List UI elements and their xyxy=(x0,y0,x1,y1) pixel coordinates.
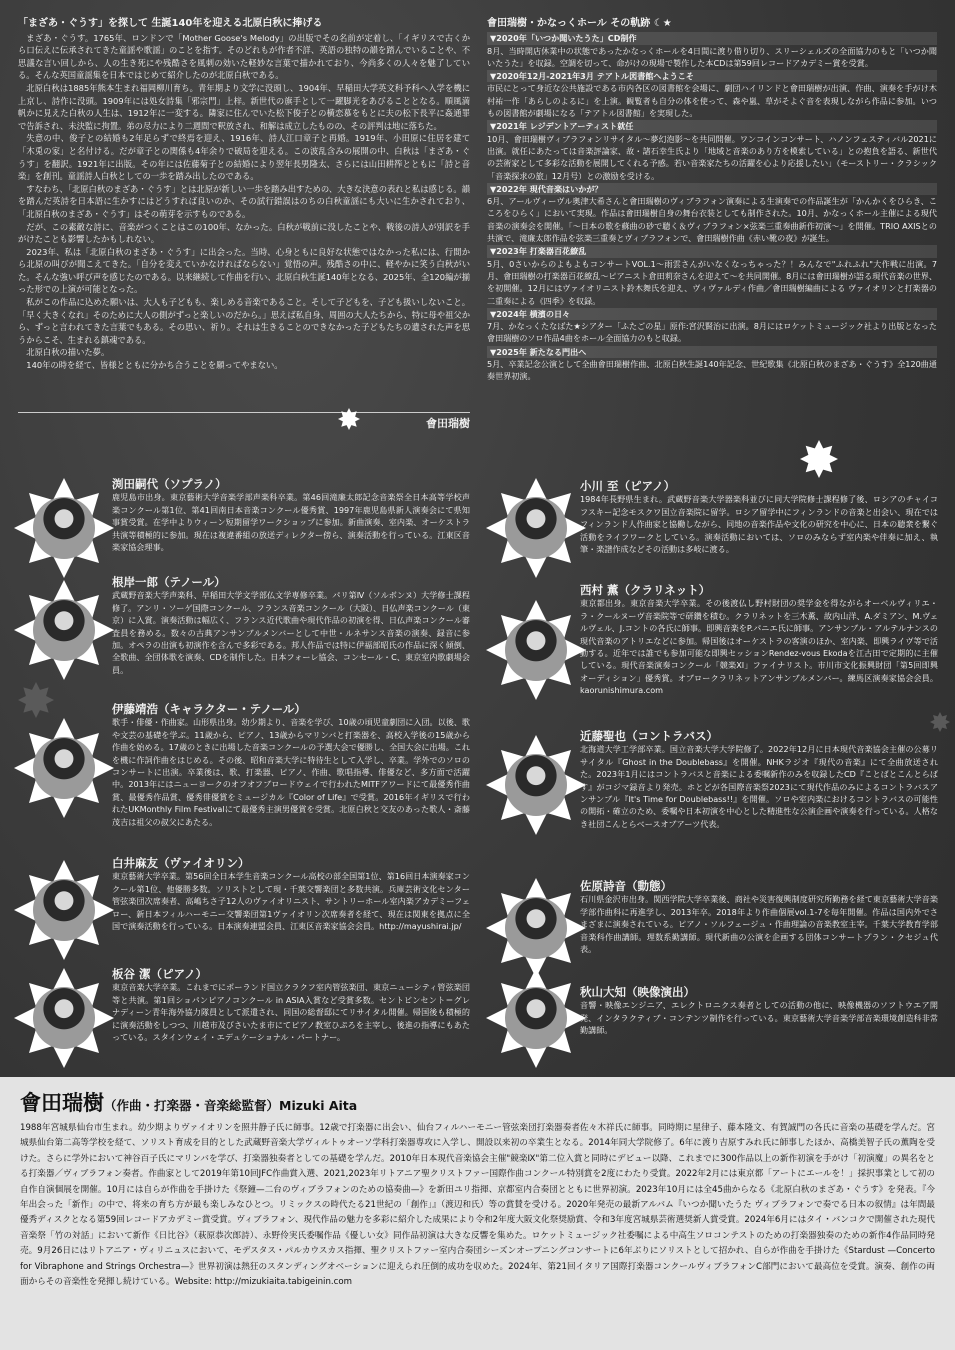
member-profile xyxy=(580,986,938,1037)
history-item-body: 5月、卒業記念公演として全曲會田瑞樹作曲、北原白秋生誕140年記念、世紀歌集《北原白秋のまざあ・ぐうす》全120曲通奏世界初演。 xyxy=(487,359,937,382)
essay-section xyxy=(18,18,470,372)
history-item-body: 10月、會田瑞樹ヴィブラフォンリサイタル～夢幻泡影～を共同開催。ワンコインコンサート、ハノンフェスティバル2021に出演。就任にあたっては音楽評論家、故・諸石幸生氏より「地域と音楽のあり方を模索している」との抱負を語る、新世代の芸術家として多彩な活動を展開してくれる予感。若い音楽家たちの活躍を心より応援したい」（モーストリー・クラシック「音楽探求の旅」12月号）との激励を受ける。 xyxy=(487,133,937,181)
profile-photo xyxy=(505,897,567,959)
history-item-heading: ▼2023年 打楽器百花繚乱 xyxy=(487,245,937,257)
member-name: 白井麻友（ヴァイオリン） xyxy=(112,856,250,870)
profile-photo xyxy=(33,599,95,661)
member-name: 板谷 潔（ピアノ） xyxy=(112,967,208,981)
member-profile xyxy=(112,478,470,553)
history-item-heading: ▼2025年 新たなる門出へ xyxy=(487,346,937,358)
essay-title: 「まざあ・ぐうす」を探して 生誕140年を迎える北原白秋に捧げる xyxy=(18,18,323,29)
history-item xyxy=(487,32,937,69)
history-item-heading: ▼2021年 レジデントアーティスト就任 xyxy=(487,120,937,132)
member-bio: 東京藝術大学卒業。第56回全日本学生音楽コンクール高校の部全国第1位、第16回日本演奏家コンクール第1位、他優勝多数。ソリストとして現・千葉交響楽団と多数共演。兵庫芸術文化センター管弦楽団次席奏者、高嶋ちさ子12人のヴァイオリニスト、サントリーホール室内楽アカデミーフェロー、新日本フィルハーモニー交響楽団第1ヴァイオリン次席奏者を経て、現在は関東を拠点に全国で演奏活動を行っている。日本演奏連盟会員、江東区音楽家協会会員。http://mayushirai.jp/ xyxy=(112,871,470,932)
profile-photo xyxy=(505,497,567,559)
member-bio: 武蔵野音楽大学声楽科、早稲田大学文学部仏文学専修卒業。パリ第Ⅳ（ソルボンヌ）大学修士課程修了。アンリ・ソーゲ国際コンクール、フランス音楽コンクール（大阪）、日仏声楽コンクール（東京）に入賞。演奏活動は幅広く、フランス近代歌曲や現代作品の初演を得、日仏声楽コンクール審査員を務める。数々の古典アンサンブルメンバーとして中世・ルネサンス音楽の演奏、録音に参加。オペラの出演も初演作を含んで多彩である。邦人作品では特に伊福部昭氏の作品に深く傾倒、全歌曲、全団体歌を演奏、CDを制作した。日本フォーレ協会、コンセール・C、東京室内歌劇場会員。 xyxy=(112,590,470,675)
history-item xyxy=(487,183,937,244)
member-bio: 石川県金沢市出身。関西学院大学卒業後、商社や災害復興制度研究所勤務を経て東京藝術大学音楽学部作曲科に再進学し、2013年卒。2018年より作曲個展vol.1-7を毎年開催。作品は国内外でさまざまに演奏されている。ピアノ・ソルフェージュ・作曲理論の音楽教室主宰。千葉大学教育学部音楽科作曲講師。理数系勤講師。現代新曲の公演を企画する団体コンサートプラン・クセジュ代表。 xyxy=(580,894,938,955)
member-bio: 1984年長野県生まれ。武蔵野音楽大学器楽科並びに同大学院修士課程修了後、ロシアのチャイコフスキー記念モスクワ国立音楽院に留学。ロシア留学中にフィンランドの音楽と出会い、現在ではフィンランド人作曲家と協働しながら、同地の音楽作品や文化の研究を中心に、日本の聴衆を繋ぐ活動をライフワークとしている。演奏活動においては、ソロのみならず室内楽や伴奏に加え、執筆・楽譜作成などその活動は多岐に渡る。 xyxy=(580,494,938,555)
history-item-heading: ▼2024年 横濱の日々 xyxy=(487,308,937,320)
profile-photo xyxy=(33,497,95,559)
member-name: 近藤聖也（コントラバス） xyxy=(580,729,718,743)
history-item-body: 市民にとって身近な公共施設である市内各区の図書館を会場に、劇団ハイリンドと會田瑞樹が出演、作曲、演奏を手がけ木村祐一作「あらしのよるに」を上演。観覧者も自分の体を使って、森や嵐、草がそよぐ音を表現しながら作品に参加。いつもの図書館が劇場になる「テアトル図書館」を実現した。 xyxy=(487,83,937,119)
composer-bio: 1988年宮城県仙台市生まれ。幼少期よりヴァイオリンを照井静子氏に師事。12歳で打楽器に出会い、仙台フィルハーモニー管弦楽団打楽器奏者佐々木祥氏に師事。同時期に星律子、藤本隆文、有賀誠門の各氏に音楽の基礎を学んだ。宮城県仙台第二高等学校を経て、ソリスト育成を目的とした武蔵野音楽大学ヴィルトゥオーソ学科打楽器専攻に入学し、開設以来初の卒業生となる。2014年同大学院修了。6年に渡り吉原すみれ氏に師事したほか、高橋美智子氏の薫陶を受けた。さらに学外において神谷百子氏にマリンバを学び、打楽器独奏者としての基礎を学んだ。2010年日本現代音楽協会主催"競楽Ⅸ"第二位入賞と同時にデビュー以降、これまでに300作品以上の新作初演を手がけ「初演魔」の異名をとる打楽器／ヴィブラフォン奏者。作曲家として2019年第10回JFC作曲賞入選、2021,2023年リトアニア聖クリストファー国際作曲コンクール特別賞を2度にわたり受賞。2022年2月には東京都「アートにエールを！」採択事業として初の自作自演個展を開催。10月には自らが作曲を手掛けた《祭鐘—二台のヴィブラフォンのための協奏曲—》を新田ユリ指揮、京都室内合奏団とともに世界初演。2023年10月には全45曲からなる《北原白秋のまざあ・ぐうす》を発表。『今年出会った「新作」の中で、将来の育ち方が最も楽しみなひとつ。リミックスの時代たる21世紀の「創作」』（渡辺和氏）等の賞賛を受ける。2020年発売の最新アルバム『いつか聞いたうた ヴィブラフォンで奏でる日本の叙情』は年間最優秀ディスクとなる第59回レコードアカデミー賞受賞。ヴィブラフォン、現代作品の魅力を多彩に紹介した成果により令和2年度大阪文化祭奨励賞、令和3年度宮城県芸術選奨新人賞受賞。2024年6月にはタイ・バンコクで開催された現代音楽祭「竹の対話」において新作《日比谷》（萩原恭次郎詩）、永野伶実氏委嘱作品《優しい女》同作品初演は大きな反響を集めた。ロケットミュージック社委嘱による中高生ソロコンテストのための打楽器独奏のための新作4作品同時発売。9月26日にはリトアニア・ヴィリニュスにおいて、モデスタス・パルカウスカス指揮、聖クリストファー室内合奏団シーズンオープニングコンサートに6年ぶりにソリストとして招かれ、自らが作曲を手掛けた《Stardust —Concerto for Vibraphone and Strings Orchestra—》世界初演は熱狂のスタンディングオベーションに迎えられ圧倒的成功を収めた。2024年、第21回イタリア国際打楽器コンクールヴィブラフォンC部門において最高位を受賞。演奏、創作の両面からその音楽性を発揮し続けている。Website: http://mizukiaita.tabigeinin.com xyxy=(20,1123,935,1288)
member-bio: 東京都出身。東京音楽大学卒業。その後渡仏し野村財団の奨学金を得ながらオーベルヴィリエ・ラ・クールヌーヴ音楽院等で研鑽を積む。クラリネットを三木薫、故内山洋、A.ダミアン、M.ヴェルヴェル、J.コントの各氏に師事。即興音楽をP.パニエ氏に師事。アンサンブル・アルテルナンスの現代音楽のアトリエなどに参加。帰国後はオーケストラの客演のほか、室内楽、即興ライヴ等で活動する。近年では誰でも参加可能な即興セッションRendez-vous Ekodaを江古田で定期的に主催している。現代音楽演奏コンクール「競楽XI」ファイナリスト。市川市文化振興財団「第5回即興オーディション」優秀賞。オブロークラリネットアンサンブルメンバー。練馬区演奏家協会会員。kaorunishimura.com xyxy=(580,598,938,696)
profile-photo xyxy=(33,737,95,799)
history-item xyxy=(487,346,937,383)
member-name: 小川 至（ピアノ） xyxy=(580,479,676,493)
member-name: 伊藤靖浩（キャラクター・テノール） xyxy=(112,702,306,716)
member-bio: 北海道大学工学部卒業。国立音楽大学大学院修了。2022年12月に日本現代音楽協会主催の公募リサイタル『Ghost in the Doublebass』を開催。NHKラジオ『現代の音楽』にて全曲放送された。2023年1月にはコントラバスと音楽による委嘱新作のみを収録したCD『ことばとこんとらばす』がコジマ録音より発売。ホとどが各国際音楽祭2023にて現代作品のみによるコントラバスアンサンブル『It's Time for Doublebass!!』を開催。ソロや室内楽におけるコントラバスの可能性の開拓・確立のため、委嘱や日本初演を中心とした精進性な公演企画や演奏を行っている。人格なき社団こんとらべースオブアーツ代表。 xyxy=(580,744,938,829)
moon-icon: ☾★ xyxy=(653,18,672,29)
essay-paragraph: まざあ・ぐうす。1765年、ロンドンで「Mother Goose's Melody」の出版でその名前が定着し、「イギリスで古くから口伝えに伝承されてきた童謡や歌謡」のことを指す。そのどれもが作者不詳、英語の独特の韻を踏んでいることや、不思議な言い回しから、人の生き死にや残酷さを風刺の効いた軽妙な言葉で描かれており、今尚多くの人々を魅了している。そんな英国童謡集を日本ではじめて紹介したのが北原白秋である。 xyxy=(18,32,470,81)
history-title: 會田瑞樹・かなっくホール その軌跡 ☾★ xyxy=(487,18,672,29)
history-item xyxy=(487,245,937,306)
history-item-body: 7月、かなっくたなばた★シアター「ふたごの星」原作:宮沢賢治に出演。8月にはロケットミュージック社より出版となった會田瑞樹のソロ作品4曲をホール全面協力のもと収録。 xyxy=(487,321,937,344)
history-item xyxy=(487,70,937,119)
history-section xyxy=(487,18,937,384)
essay-paragraph: 私がこの作品に込めた願いは、大人も子どもも、楽しめる音楽であること。そして子どもを、子ども扱いしないこと。「早く大きくなれ」そのために大人の側がずっと楽しいのだから。」思えば私自身、周囲の大人たちから、特に母や祖父から、ずっと言われてきた言葉でもある。その思い、祈り。それは生きることのできなかった子どもたちの遺された声を思うからこそ、生まれる鎮魂である。 xyxy=(18,297,470,345)
member-bio: 音響・映像エンジニア、エレクトロニクス奏者としての活動の他に、映像機器のソフトウエア開発、インタラクティブ・コンテンツ制作を行っている。東京藝術大学音楽学部音楽環境創造科非常勤講師。 xyxy=(580,1000,938,1036)
history-item-heading: ▼2020年「いつか聞いたうた」CD制作 xyxy=(487,32,937,44)
history-item xyxy=(487,120,937,181)
essay-paragraph: 失意の中、俊子との結婚も2年足らずで終焉を迎え、1916年、詩人江口章子と再婚。1919年、小田原に住居を建て「木兎の家」と名付ける。だが章子との関係も4年余りで破局を迎える。この波乱含みの展開の中、白秋は「まざあ・ぐうす」を翻訳。1921年に出版。その年には佐藤菊子との結婚により翌年長男隆太、さらには山田耕筰とともに「詩と音楽」を創刊。童謡詩人白秋としての一歩を踏み出したのである。 xyxy=(18,133,470,182)
composer-profile xyxy=(0,1077,955,1350)
member-name: 佐原詩音（動態） xyxy=(580,879,672,893)
profile-photo xyxy=(33,987,95,1049)
essay-paragraph: 2023年、私は「北原白秋のまざあ・ぐうす」に出会った。当時、心身ともに良好な状態ではなかった私には、行間から北原の叫びが聞こえてきた。「自分を変えていかなければならない」覚悟の声。残酷さの中に、軽やかに笑う白秋がいた。そんな強い呼び声を感じたのである。以来継続して作曲を行い、北原白秋生誕140年となる、2025年、全120編が揃った形での上演が可能となった。 xyxy=(18,246,470,295)
member-bio: 東京音楽大学卒業。これまでにポーランド国立クラクフ室内管弦楽団、東京ニューシティ管弦楽団等と共演。第1回ショパンピアノコンクール in ASIA入賞など受賞多数。セントビンセント＝グレナディーン青年海外協力隊員として派遣され、同国の総督邸にてリサイタル開催。帰国後も積極的に演奏活動をしつつ、川越市及びさいたま市にてピアノ教室ひぷろを主宰し、後進の指導にもあたっている。スタインウェイ・エデュケーショナル・パートナー。 xyxy=(112,982,470,1043)
history-item-heading: ▼2022年 現代音楽はいかが？ xyxy=(487,183,937,195)
profile-photo xyxy=(505,754,567,816)
essay-paragraph: すなわち、「北原白秋のまざあ・ぐうす」とは北原が新しい一歩を踏み出すための、大きな決意の表れと私は感じる。韻を踏んだ英詩を日本語に生かすにはどうすれば良いのか、その試行錯誤はのちの白秋童謡にも大いに生かされており、「北原白秋のまざあ・ぐうす」はその萌芽を示すものである。 xyxy=(18,183,470,219)
history-item-body: 6月、アールヴィーヴル奥津大希さんと會田瑞樹のヴィブラフォン演奏による生演奏での作品誕生が「かんかくをひらき、こころをひらく」において実現。作品は會田瑞樹自身の舞台衣装としても制作された。10月、かなっくホール主催による現代音楽の演奏会を開催。「～日本の歌を蘇曲の砂で聴く＆ヴィブラフォン×弦楽三重奏曲新作初演～」を開催。TRIO AXISとの共演で、滝廉太郎作品を弦楽三重奏とヴィブラフォンで、會田瑞樹作曲《赤い靴の夜》が誕生。 xyxy=(487,196,937,244)
profile-photo xyxy=(33,879,95,941)
history-item-body: 5月、0さいからのよもよもコンサートVOL.1～雨雲さんがいなくなっちゃった？！みんなで"ふれふれ"大作戦に出演。7月、會田瑞樹の打楽器百花繚乱～ピアニスト倉田莉奈さんを迎えて～を共同開催。8月には會田瑞樹が語る現代音楽の世界、を初開催。12月にはヴァイオリニスト鈴木舞氏を迎え、ヴィヴァルディ作曲／會田瑞樹編曲による ヴァイオリンと打楽器の二重奏による《四季》を収録。 xyxy=(487,258,937,306)
member-profile xyxy=(580,480,938,555)
member-profile xyxy=(112,576,470,676)
composer-role: （作曲・打楽器・音楽総監督）Mizuki Aita xyxy=(104,1098,358,1113)
member-name: 西村 薫（クラリネット） xyxy=(580,583,711,597)
member-profile xyxy=(580,584,938,697)
member-name: 渕田嗣代（ソプラノ） xyxy=(112,477,227,491)
member-bio: 歌手・俳優・作曲家。山形県出身。幼少期より、音楽を学び、10歳の頃児童劇団に入団。以後、歌や文芸の基礎を学ぶ。11歳から、ピアノ、13歳からマリンバと打楽器を、高校入学後の15歳から作曲を始める。17歳のときに出場した音楽コンクールの予選大会で優勝し、全国大会に出場。これを機に作詞作曲をはじめる。その後、昭和音楽大学に特待生として入学し、卒業。学外でのソロのコンサートに出演。卒業後は、歌、打楽器、ピアノ、作曲、歌唱指導、俳優など、多方面で活躍中。2013年にはニューヨークのオフオフブロードウェイで行われたMITFアワードにて最優秀作曲賞、最優秀作品賞、優秀俳優賞をミュージカル『Color of Life』で受賞。2016年イギリスで行われたUKMonthly Film Festivalにて最優秀主演男優賞を受賞。北原白秋と交友のあった歌人・斎藤茂吉は祖父の叔父にあたる。 xyxy=(112,717,471,827)
profile-photo xyxy=(505,987,567,1049)
member-name: 秋山大知（映像演出） xyxy=(580,985,695,999)
essay-paragraph: だが、この素敵な詩に、音楽がつくことはこの100年、なかった。白秋が戦前に没したことや、戦後の詩人が別訳を手がけたことも影響したかもしれない。 xyxy=(18,221,470,245)
decorative-star xyxy=(18,682,54,718)
composer-heading xyxy=(20,1087,357,1117)
member-profile xyxy=(580,730,938,830)
member-profile xyxy=(580,880,938,955)
essay-paragraph: 北原白秋は1885年熊本生まれ福岡柳川育ち。青年期より文学に没頭し、1904年、早稲田大学英文科予科へ入学を機に上京し、詩作に没頭。1909年には処女詩集「邪宗門」上梓。新世代の旗手として一躍脚光をあびることとなる。順風満帆かに見えた白秋の人生は、1912年に一変する。隣家に住んでいた松下俊子との横恋慕をもとに夫の松下長平に姦通罪で告訴され、未決監に拘置。弟の尽力により二週間で釈放され、和解は成立したものの、その評判は地に落ちた。 xyxy=(18,82,470,131)
member-profile xyxy=(112,968,470,1043)
member-bio: 鹿児島市出身。東京藝術大学音楽学部声楽科卒業。第46回滝廉太郎記念音楽祭全日本高等学校声楽コンクール第1位、第41回南日本音楽コンクール優秀賞、1997年鹿児島県新人演奏会にて県知事賞受賞。在学中よりウィーン短期留学ワークショップに参加。新曲演奏、室内楽、オーケストラ共演等積極的に参加。現在は複違番組の放送ディレクター傍ら、演奏活動を行っている。江東区音楽家協会理事。 xyxy=(112,492,470,553)
essay-paragraph: 北原白秋の描いた夢。 xyxy=(26,347,110,358)
profile-photo xyxy=(505,619,567,681)
essay-paragraph: 140年の時を経て、皆様とともに分かち合うことを願ってやまない。 xyxy=(26,360,283,371)
history-item xyxy=(487,308,937,345)
member-profile xyxy=(112,703,470,828)
decorative-star xyxy=(930,712,950,732)
essay-author: 會田瑞樹 xyxy=(18,412,470,431)
composer-name: 會田瑞樹 xyxy=(20,1091,104,1115)
history-item-heading: ▼2020年12月-2021年3月 テアトル図書館へようこそ xyxy=(487,70,937,82)
decorative-star xyxy=(800,440,838,478)
member-name: 根岸一郎（テノール） xyxy=(112,575,226,589)
member-profile xyxy=(112,857,470,932)
history-item-body: 8月、当時開店休業中の状態であったかなっくホールを4日間に渡り借り切り、スリーシェルズの全面協力のもと「いつか聞いたうた」を収録。空調を切って、命がけの現場で製作した本CDは第59回レコードアカデミー賞を受賞。 xyxy=(487,45,937,68)
